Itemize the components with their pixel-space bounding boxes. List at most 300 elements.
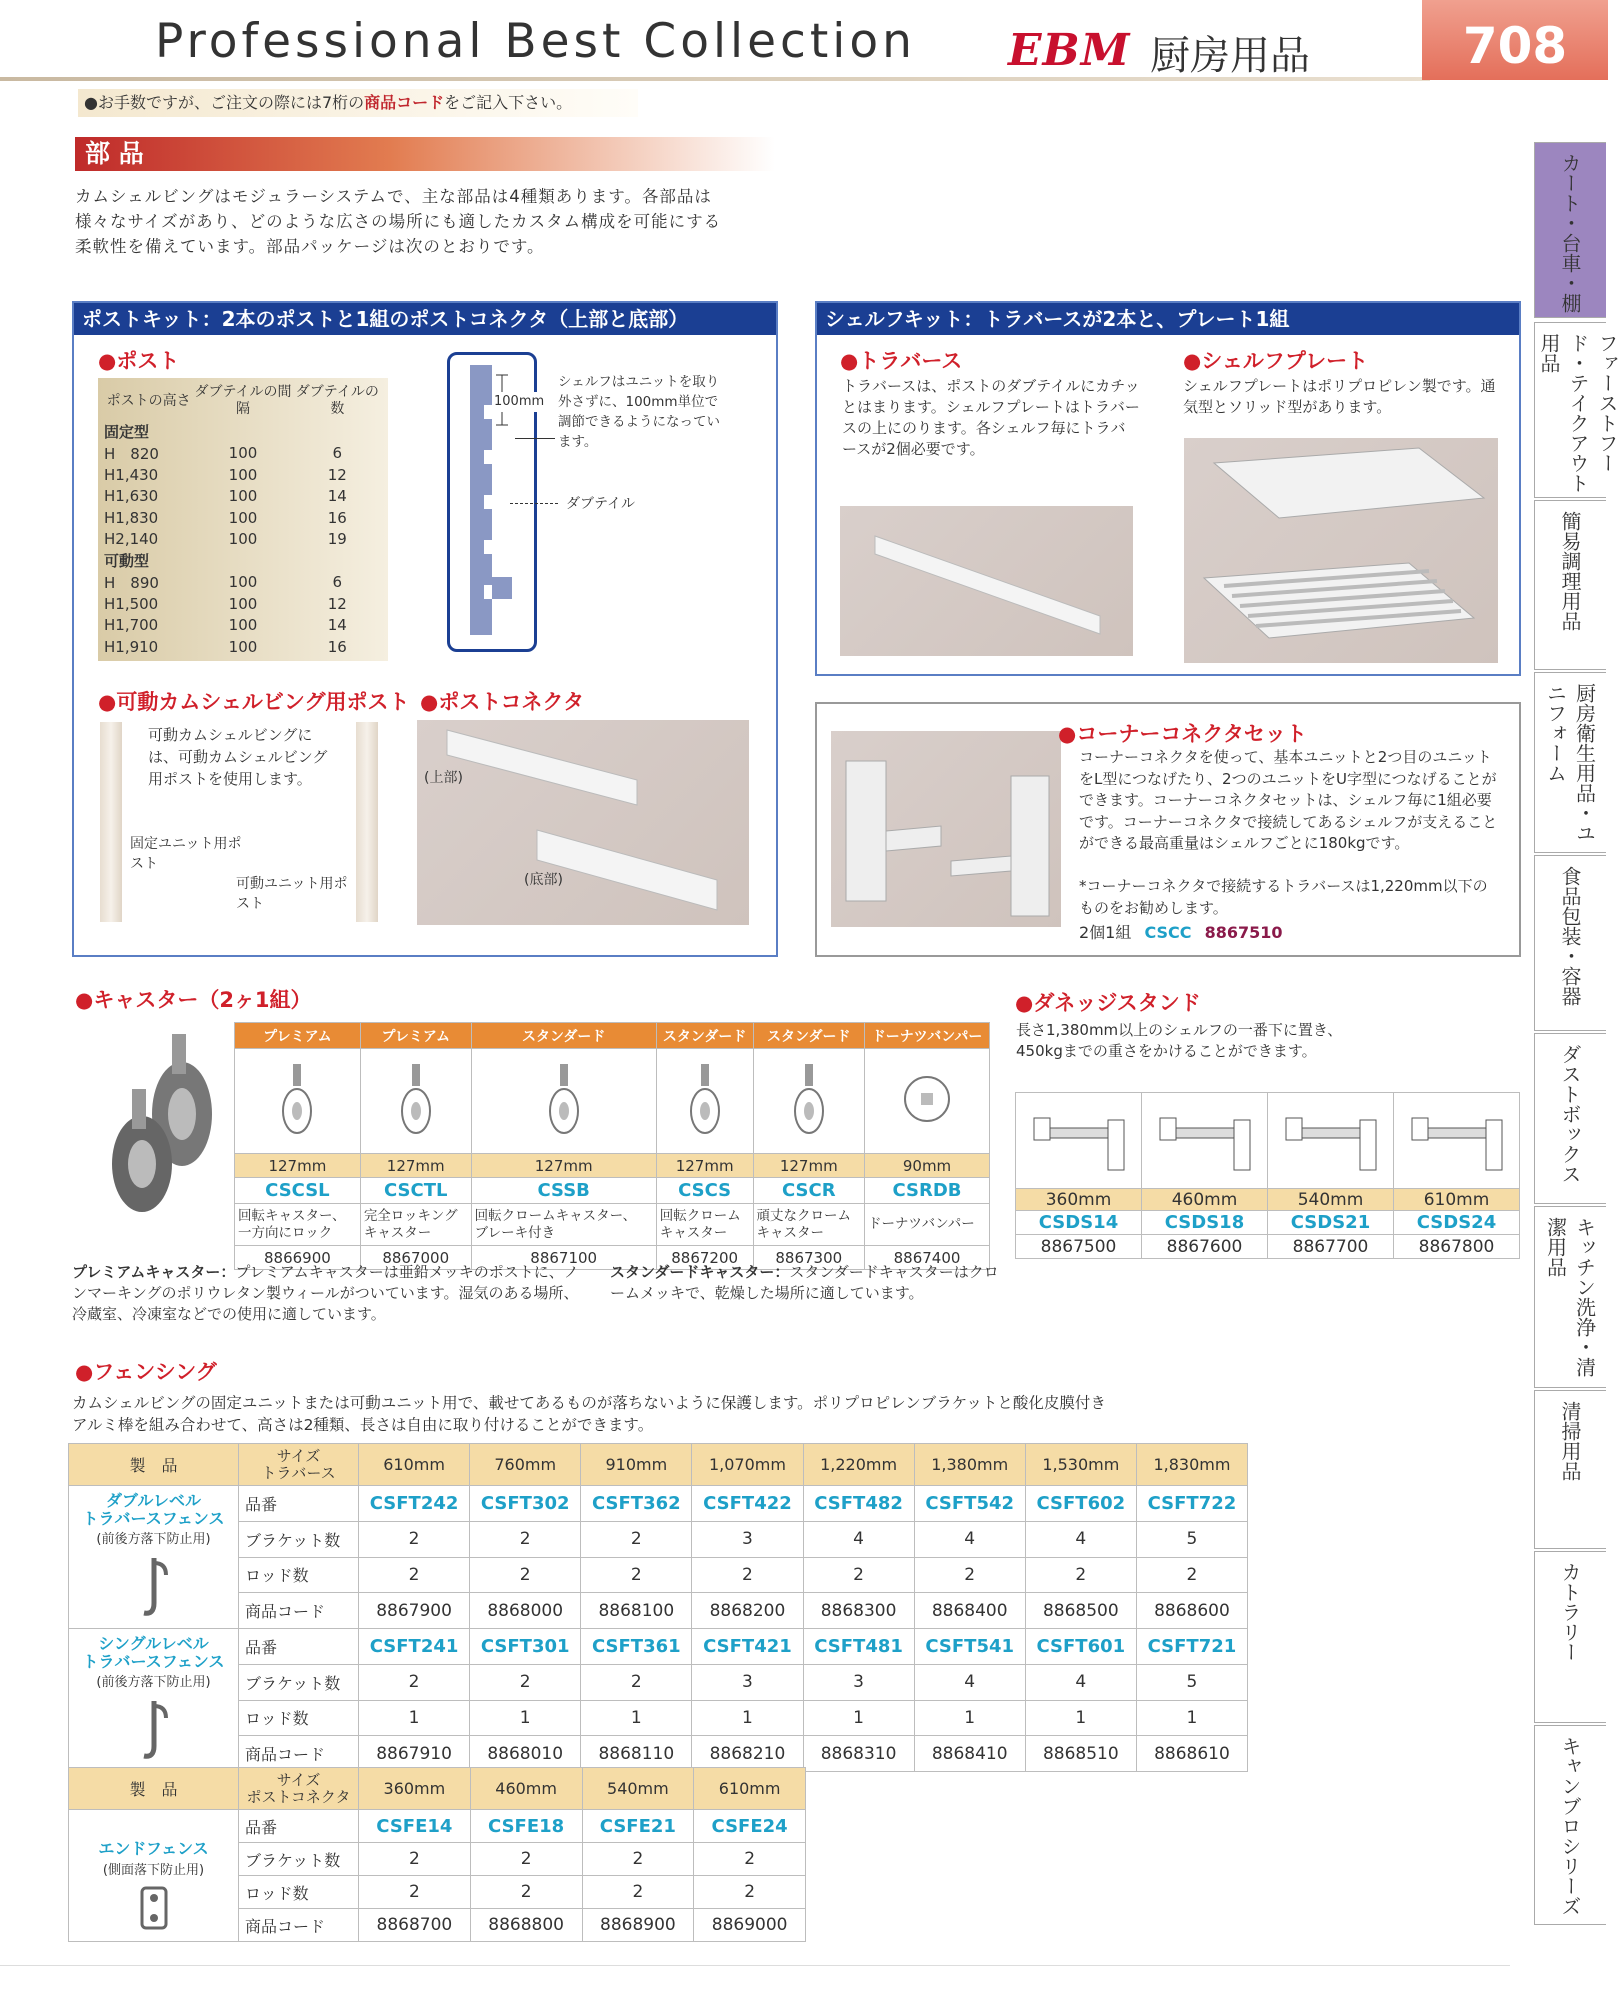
side-tab-label: ファーストフード・テイクアウト用品 [1537, 333, 1619, 493]
caster-type: スタンダード [471, 1023, 656, 1049]
caster-desc [656, 1204, 753, 1246]
post-row [104, 615, 382, 637]
intro-line: カムシェルビングはモジュラーシステムで、主な部品は4種類あります。各部品は [75, 187, 712, 206]
end-fence-table [68, 1767, 806, 1942]
dunnage-size: 360mm [1016, 1189, 1142, 1211]
fence-product-cell [69, 1629, 239, 1772]
dovetail-count: 6 [332, 573, 343, 592]
fence-cell: 2 [359, 1664, 470, 1700]
caster-icon [386, 1059, 446, 1139]
fence-cell: 2 [359, 1521, 470, 1557]
fence-cell: 8868010 [470, 1736, 581, 1772]
fence-cell: CSFT482 [803, 1486, 914, 1522]
dunnage-number: 8867600 [1142, 1235, 1268, 1259]
size-header-cell: 760mm [470, 1444, 581, 1486]
dunnage-image [1142, 1093, 1268, 1189]
side-tab-label: カート・台車・棚 [1558, 153, 1582, 313]
caster-image [656, 1049, 753, 1154]
fixed-label-text: 固定型 [104, 423, 150, 442]
fence-row-label: ロッド数 [239, 1557, 359, 1593]
fence-cell: 2 [581, 1521, 692, 1557]
fence-row [69, 1521, 1248, 1557]
product-header: 製 品 [69, 1768, 239, 1810]
fence-cell: 4 [1025, 1521, 1136, 1557]
fence-product-cell [69, 1810, 239, 1942]
fence-cell: 2 [359, 1557, 470, 1593]
fence-cell: 8868800 [470, 1909, 582, 1942]
dovetail-count: 16 [327, 508, 347, 527]
dunnage-number-row [1016, 1235, 1520, 1259]
fence-cell: CSFE18 [470, 1810, 582, 1843]
caster-desc [235, 1204, 361, 1246]
side-tab[interactable] [1534, 142, 1606, 318]
fence-cell: 8868000 [470, 1593, 581, 1629]
caster-number: 8867000 [360, 1246, 471, 1270]
order-notice [78, 89, 638, 117]
intro-line: 柔軟性を備えています。部品パッケージは次のとおりです。 [75, 237, 545, 256]
col-header: ダブテイルの間隔 [194, 384, 292, 417]
post-row [104, 486, 382, 508]
size-header-cell: 610mm [359, 1444, 470, 1486]
dunnage-icon [1024, 1098, 1134, 1178]
caster-desc-line: キャスター [756, 1224, 824, 1241]
fence-cell: 3 [692, 1664, 803, 1700]
side-tab[interactable] [1534, 1551, 1606, 1723]
post-height: H1,430 [104, 465, 159, 484]
post-table-header [104, 381, 382, 421]
size-header [239, 1444, 359, 1486]
brand-logo: EBM [1008, 25, 1131, 76]
fence-bracket-icon [69, 1696, 238, 1771]
caster-code: CSCS [656, 1178, 753, 1204]
fence-cell: 8868600 [1136, 1593, 1247, 1629]
notice-pre: ●お手数ですが、ご注文の際には7桁の [84, 93, 365, 112]
side-tab[interactable] [1534, 1725, 1606, 1925]
caster-image [753, 1049, 865, 1154]
caster-type-row [235, 1023, 990, 1049]
post-row [104, 636, 382, 658]
post-height: H1,910 [104, 637, 159, 656]
caster-icon [779, 1059, 839, 1139]
side-tab-label: カトラリー [1558, 1562, 1582, 1662]
size-header [239, 1768, 359, 1810]
fence-cell: 4 [914, 1664, 1025, 1700]
mobile-label-text: 可動型 [104, 552, 150, 571]
col-header: ダブテイルの数 [295, 384, 379, 417]
size-header-cell: 1,220mm [803, 1444, 914, 1486]
size-header-cell: 540mm [582, 1768, 694, 1810]
side-tab-label: ダストボックス [1558, 1044, 1582, 1184]
corner-svg [831, 731, 1061, 927]
mobile-post-image [356, 722, 378, 922]
fence-product-name: シングルレベル [98, 1634, 209, 1653]
notice-bold: 商品コード [364, 93, 445, 112]
caster-desc [360, 1204, 471, 1246]
premium-note-text: プレミアムキャスターは亜鉛メッキのポストに、ノンマーキングのポリウレタン製ウィールがついています。湿気のある場所、冷蔵室、冷凍室などでの使用に適しています。 [72, 1263, 579, 1323]
caster-desc [471, 1204, 656, 1246]
dovetail-interval: 100 [228, 573, 258, 592]
mobile-label [104, 550, 382, 572]
post-title: ●ポスト [98, 349, 180, 373]
post-row [104, 593, 382, 615]
caster-icon [267, 1059, 327, 1139]
caster-size: 127mm [656, 1154, 753, 1178]
caster-size: 127mm [471, 1154, 656, 1178]
post-row [104, 507, 382, 529]
fence-product-name: エンドフェンス [98, 1839, 209, 1858]
fence-cell: 1 [914, 1700, 1025, 1736]
caster-type: スタンダード [753, 1023, 865, 1049]
fence-cell: 2 [359, 1843, 471, 1876]
fence-row-label: 品番 [239, 1629, 359, 1665]
standard-note-text: スタンダードキャスターはクロームメッキで、乾燥した場所に適しています。 [610, 1263, 999, 1302]
connector-photo [417, 720, 749, 925]
fence-cell: CSFT602 [1025, 1486, 1136, 1522]
notice-post: をご記入下さい。 [444, 93, 573, 112]
corner-set-label: 2個1組 [1079, 923, 1132, 942]
dunnage-icon [1276, 1098, 1386, 1178]
caster-desc-line: 一方向にロック [238, 1224, 333, 1241]
caster-desc-line: キャスター [659, 1224, 728, 1241]
fence-cell: CSFT481 [803, 1629, 914, 1665]
caster-code: CSSB [471, 1178, 656, 1204]
dovetail-interval: 100 [228, 465, 258, 484]
caster-desc-line: ドーナツバンパー [868, 1216, 975, 1232]
caster-image [471, 1049, 656, 1154]
post-row [104, 464, 382, 486]
post-height: H2,140 [104, 530, 159, 549]
post-height: H1,700 [104, 616, 159, 635]
fence-cell: 4 [803, 1521, 914, 1557]
caster-icon [675, 1059, 735, 1139]
fence-row [69, 1810, 806, 1843]
page-number: 708 [1422, 0, 1608, 80]
fence-cell: CSFT242 [359, 1486, 470, 1522]
caster-image [360, 1049, 471, 1154]
caster-code: CSCR [753, 1178, 865, 1204]
size-sub-label: ポストコネクタ [246, 1787, 351, 1806]
fence-cell: 8868510 [1025, 1736, 1136, 1772]
fencing-desc-line: カムシェルビングの固定ユニットまたは可動ユニット用で、載せてあるものが落ちないように保護します。ポリプロピレンブラケットと酸化皮膜付き [72, 1394, 1106, 1412]
mobile-post-desc: 可動カムシェルビングには、可動カムシェルビング用ポストを使用します。 [148, 726, 328, 788]
dovetail-interval: 100 [228, 508, 258, 527]
traverse-svg [840, 506, 1133, 656]
fence-cell: 5 [1136, 1664, 1247, 1700]
fence-cell: CSFE21 [582, 1810, 694, 1843]
dovetail-interval: 100 [228, 487, 258, 506]
fence-cell: 8867900 [359, 1593, 470, 1629]
fence-cell: 8868500 [1025, 1593, 1136, 1629]
fence-cell: 8868100 [581, 1593, 692, 1629]
fence-cell: 2 [582, 1843, 694, 1876]
fence-cell: 2 [914, 1557, 1025, 1593]
caster-desc-row [235, 1204, 990, 1246]
fence-cell: 2 [692, 1557, 803, 1593]
fence-cell: 1 [1136, 1700, 1247, 1736]
post-spec-table [98, 378, 388, 661]
dovetail-count: 12 [327, 594, 347, 613]
dovetail-count: 12 [327, 465, 347, 484]
side-tab-label: キャンブロシリーズ [1558, 1736, 1582, 1916]
shelf-plate-desc: シェルフプレートはポリプロピレン製です。通気型とソリッド型があります。 [1183, 377, 1496, 416]
fence-cell: 2 [1025, 1557, 1136, 1593]
traverse-title: ●トラバース [840, 349, 963, 373]
fence-cell: CSFT421 [692, 1629, 803, 1665]
premium-note [72, 1262, 592, 1325]
size-label: サイズ [276, 1770, 321, 1789]
fence-cell: 2 [470, 1876, 582, 1909]
fence-header-row [69, 1768, 806, 1810]
fence-product-name: ダブルレベル [106, 1491, 201, 1510]
caster-desc-line: 回転キャスター、 [238, 1207, 346, 1224]
fence-cell: 2 [470, 1843, 582, 1876]
caster-desc [865, 1204, 990, 1246]
traverse-desc: トラバースは、ポストのダブテイルにカチッとはまります。シェルフプレートはトラバースの上にのります。各シェルフ毎にトラバースが2個必要です。 [842, 377, 1140, 458]
caster-image [235, 1049, 361, 1154]
fence-cell: 4 [1025, 1664, 1136, 1700]
dovetail-count: 6 [332, 444, 343, 463]
caster-desc-line: ブレーキ付き [474, 1224, 556, 1241]
fence-cell: CSFT601 [1025, 1629, 1136, 1665]
post-height: H1,630 [104, 487, 159, 506]
fence-row [69, 1664, 1248, 1700]
fence-row-label: ロッド数 [239, 1700, 359, 1736]
fence-cell: 2 [470, 1664, 581, 1700]
note-arrow [515, 438, 555, 439]
size-label: サイズ [276, 1446, 321, 1465]
size-header-cell: 1,380mm [914, 1444, 1025, 1486]
caster-size: 127mm [753, 1154, 865, 1178]
caster-desc-line: キャスター [363, 1224, 432, 1241]
fixed-post-image [100, 722, 122, 922]
caster-size-row [235, 1154, 990, 1178]
fence-cell: 1 [1025, 1700, 1136, 1736]
dunnage-icon [1402, 1098, 1512, 1178]
connector-svg [417, 720, 749, 925]
dunnage-code: CSDS21 [1268, 1211, 1394, 1235]
fence-cell: 1 [470, 1700, 581, 1736]
corner-number: 8867510 [1204, 923, 1283, 942]
premium-note-label: プレミアムキャスター： [72, 1263, 236, 1281]
side-tab-label: 簡易調理用品 [1558, 511, 1582, 631]
fence-cell: 8868310 [803, 1736, 914, 1772]
fence-cell: CSFT361 [581, 1629, 692, 1665]
caster-icon [897, 1069, 957, 1129]
fence-cell: CSFT301 [470, 1629, 581, 1665]
caster-desc-line: 回転クローム [659, 1207, 741, 1224]
side-tab-label: 厨房衛生用品・ユニフォーム [1543, 683, 1597, 843]
caster-size: 90mm [865, 1154, 990, 1178]
fence-cell: CSFE24 [694, 1810, 806, 1843]
side-tab[interactable] [1534, 1206, 1606, 1388]
standard-note-label: スタンダードキャスター： [610, 1263, 790, 1281]
dovetail-count: 19 [327, 530, 347, 549]
fence-row-label: 商品コード [239, 1593, 359, 1629]
connector-top-label: (上部) [424, 770, 463, 786]
fence-cell: 4 [914, 1521, 1025, 1557]
dunnage-size: 610mm [1394, 1189, 1520, 1211]
fence-cell: CSFT541 [914, 1629, 1025, 1665]
fence-cell: 2 [694, 1876, 806, 1909]
fence-cell: CSFT302 [470, 1486, 581, 1522]
fence-cell: 2 [694, 1843, 806, 1876]
dunnage-number: 8867800 [1394, 1235, 1520, 1259]
dunnage-size: 540mm [1268, 1189, 1394, 1211]
caster-size: 127mm [360, 1154, 471, 1178]
corner-order [1079, 920, 1283, 943]
fixed-label [104, 421, 382, 443]
side-tab[interactable] [1534, 1390, 1606, 1549]
dunnage-image-row [1016, 1093, 1520, 1189]
fixed-unit-label: 固定ユニット用ポスト [130, 836, 242, 872]
fence-cell: 8868410 [914, 1736, 1025, 1772]
dunnage-code-row [1016, 1211, 1520, 1235]
size-header-cell: 610mm [694, 1768, 806, 1810]
fence-row-label: 品番 [239, 1810, 359, 1843]
shelf-plate-svg [1184, 438, 1498, 663]
fencing-desc-line: アルミ棒を組み合わせて、高さは2種類、長さは自由に取り付けることができます。 [72, 1416, 654, 1434]
footer-rule [0, 1965, 1510, 1966]
caster-type: ドーナツバンパー [865, 1023, 990, 1049]
caster-code: CSCSL [235, 1178, 361, 1204]
fence-cell: 8868400 [914, 1593, 1025, 1629]
caster-size: 127mm [235, 1154, 361, 1178]
fence-cell: 3 [803, 1664, 914, 1700]
side-tab[interactable] [1534, 322, 1619, 498]
traverse-photo [840, 506, 1133, 656]
dunnage-image [1394, 1093, 1520, 1189]
dunnage-size-row [1016, 1189, 1520, 1211]
fence-cell: 2 [470, 1521, 581, 1557]
size-header-cell: 1,530mm [1025, 1444, 1136, 1486]
fence-cell: CSFT362 [581, 1486, 692, 1522]
fence-product-sub: (前後方落下防止用) [96, 1675, 211, 1690]
fence-cell: 2 [581, 1557, 692, 1593]
caster-title: ●キャスター（2ヶ1組） [75, 988, 312, 1012]
intro-line: 様々なサイズがあり、どのような広さの場所にも適したカスタム構成を可能にする [75, 212, 722, 231]
fence-cell: 2 [581, 1664, 692, 1700]
dovetail-count: 14 [327, 487, 347, 506]
caster-table [234, 1022, 990, 1270]
caster-code-row [235, 1178, 990, 1204]
fence-cell: CSFT422 [692, 1486, 803, 1522]
shelf-plate-title: ●シェルフプレート [1183, 349, 1369, 373]
post-height: H 890 [104, 573, 159, 592]
fence-row-label: ブラケット数 [239, 1521, 359, 1557]
fence-cell: 8868610 [1136, 1736, 1247, 1772]
fence-cell: 5 [1136, 1521, 1247, 1557]
caster-code: CSCTL [360, 1178, 471, 1204]
fence-cell: 2 [582, 1876, 694, 1909]
fence-product-name: トラバースフェンス [82, 1509, 225, 1528]
dovetail-interval: 100 [228, 594, 258, 613]
dunnage-desc: 長さ1,380mm以上のシェルフの一番下に置き、450kgまでの重さをかけることができます。 [1016, 1021, 1343, 1060]
fence-cell: 8867910 [359, 1736, 470, 1772]
fence-cell: 8869000 [694, 1909, 806, 1942]
post-row [104, 529, 382, 551]
dunnage-code: CSDS18 [1142, 1211, 1268, 1235]
caster-icon [534, 1059, 594, 1139]
fence-row-label: 商品コード [239, 1736, 359, 1772]
diagram-note: シェルフはユニットを取り外さずに、100mm単位で調節できるようになっています。 [558, 374, 720, 450]
caster-number: 8866900 [235, 1246, 361, 1270]
fence-row [69, 1593, 1248, 1629]
fence-cell: 8868900 [582, 1909, 694, 1942]
fence-cell: 2 [359, 1876, 471, 1909]
size-sub-label: トラバース [261, 1463, 336, 1482]
dovetail-interval: 100 [228, 530, 258, 549]
fence-cell: CSFE14 [359, 1810, 471, 1843]
dunnage-image [1268, 1093, 1394, 1189]
fence-product-sub: (側面落下防止用) [102, 1863, 205, 1878]
connector-bottom-label: (底部) [524, 872, 563, 888]
post-height: H1,830 [104, 508, 159, 527]
fence-cell: 1 [581, 1700, 692, 1736]
fence-product-sub: (前後方落下防止用) [96, 1532, 211, 1547]
fence-cell: 8868110 [581, 1736, 692, 1772]
section-intro [75, 184, 835, 259]
post-height: H1,500 [104, 594, 159, 613]
fence-row-label: 商品コード [239, 1909, 359, 1942]
shelf-plate-photo [1184, 438, 1498, 663]
dunnage-code: CSDS24 [1394, 1211, 1520, 1235]
caster-photo [82, 1024, 232, 1214]
corner-desc: コーナーコネクタを使って、基本ユニットと2つ目のユニットをL型につなげたり、2つのユニットをU字型につなげることができます。コーナーコネクタセットは、シェルフ毎に1組必要です。コーナーコネクタで接続してあるシェルフが支えることができる最高重量はシェルフごとに180kgです。 [1079, 748, 1498, 852]
post-row [104, 572, 382, 594]
dovetail-interval: 100 [228, 616, 258, 635]
dunnage-title: ●ダネッジスタンド [1015, 991, 1201, 1015]
size-header-cell: 360mm [359, 1768, 471, 1810]
caster-type: プレミアム [360, 1023, 471, 1049]
caster-desc [753, 1204, 865, 1246]
fence-row [69, 1486, 1248, 1522]
fence-cell: 8868200 [692, 1593, 803, 1629]
side-tab[interactable] [1534, 1033, 1606, 1204]
shelf-kit-header: シェルフキット：トラバースが2本と、プレート1組 [817, 303, 1519, 335]
size-header-cell: 910mm [581, 1444, 692, 1486]
dunnage-number: 8867500 [1016, 1235, 1142, 1259]
dunnage-image [1016, 1093, 1142, 1189]
product-header: 製 品 [69, 1444, 239, 1486]
dovetail-count: 16 [327, 637, 347, 656]
section-title: 部 品 [75, 137, 775, 171]
size-header-cell: 1,070mm [692, 1444, 803, 1486]
side-tab[interactable] [1534, 855, 1606, 1031]
col-header: ポストの高さ [106, 392, 191, 409]
caster-type: プレミアム [235, 1023, 361, 1049]
fence-cell: 1 [692, 1700, 803, 1736]
side-tab[interactable] [1534, 500, 1606, 670]
corner-note: *コーナーコネクタで接続するトラバースは1,220mm以下のものをお勧めします。 [1079, 877, 1488, 917]
dovetail-interval: 100 [228, 444, 258, 463]
fence-cell: CSFT721 [1136, 1629, 1247, 1665]
fence-cell: 8868300 [803, 1593, 914, 1629]
caster-code: CSRDB [865, 1178, 990, 1204]
post-row [104, 443, 382, 465]
fence-row [69, 1629, 1248, 1665]
fence-cell: 3 [692, 1521, 803, 1557]
fence-cell: CSFT241 [359, 1629, 470, 1665]
fence-cell: 2 [803, 1557, 914, 1593]
side-tab[interactable] [1534, 672, 1606, 853]
standard-note [610, 1262, 1000, 1304]
fence-cell: 1 [359, 1700, 470, 1736]
connector-title: ●ポストコネクタ [420, 690, 585, 714]
fence-product-name: トラバースフェンス [82, 1652, 225, 1671]
dunnage-table [1015, 1092, 1520, 1259]
caster-number: 8867100 [471, 1246, 656, 1270]
fence-cell: CSFT542 [914, 1486, 1025, 1522]
